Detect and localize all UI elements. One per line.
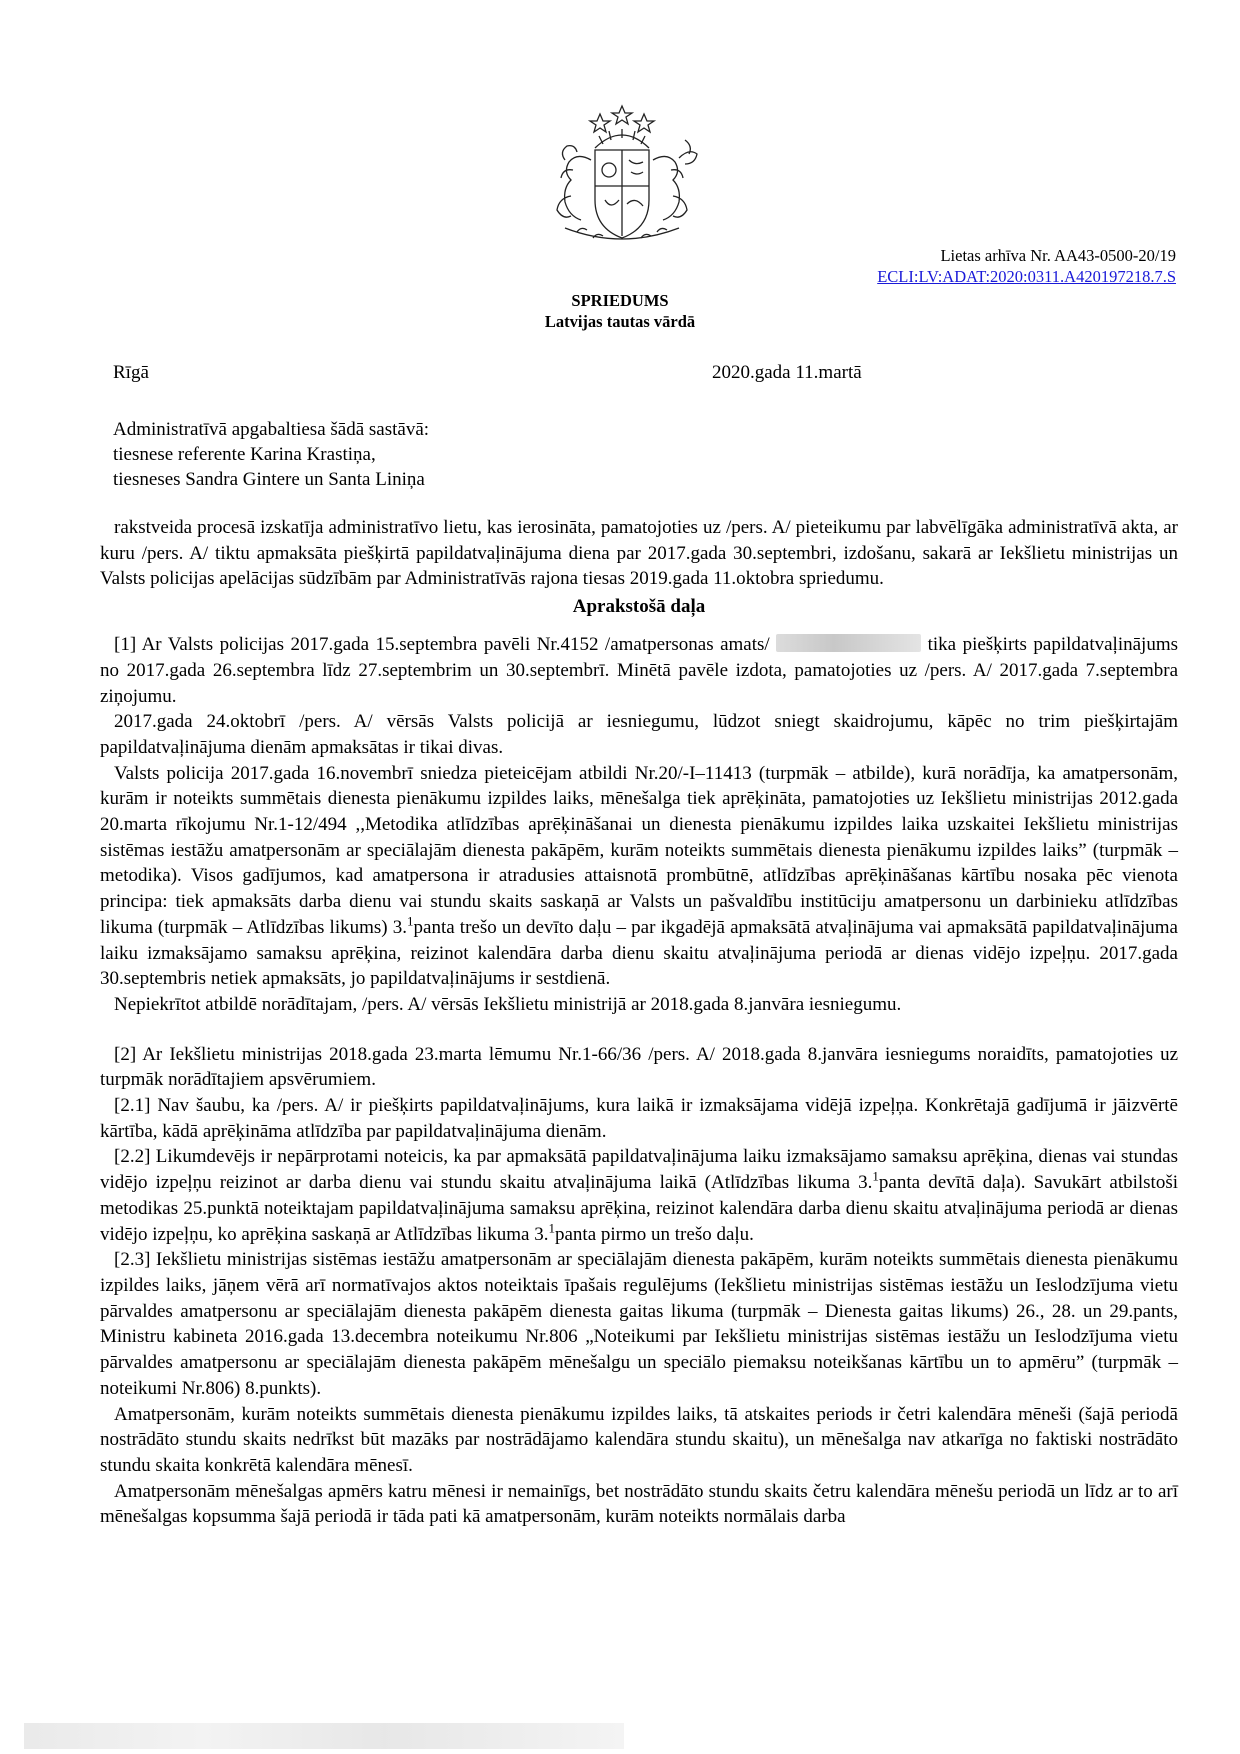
paragraph-7 [100, 1144, 1178, 1247]
text-run: [1] Ar Valsts policijas 2017.gada 15.septembra pavēli Nr.4152 /amatpersonas amats/ [114, 634, 770, 656]
ecli-link[interactable]: ECLI:LV:ADAT:2020:0311.A420197218.7.S [877, 267, 1176, 286]
superscript: 1 [548, 1220, 555, 1236]
paragraph-10: Amatpersonām mēnešalgas apmērs katru mēnesi ir nemainīgs, bet nostrādāto stundu skaits četru kalendāra mēnešu periodā un līdz ar to arī mēnešalgas kopsumma šajā periodā ir tāda pati kā amatpersonām, kurām noteikts normālais darba [100, 1480, 1178, 1528]
text-run: panta pirmo un trešo daļu. [555, 1223, 754, 1245]
text-run: panta trešo un devīto daļu – par ikgadējā apmaksātā atvaļinājuma vai apmaksātā papildatvaļinājuma laiku izmaksājamo samaksu aprēķina, reizinot kalendāra darba dienu skaitu atvaļinājuma periodā ar dienas vidējo izpeļņu. 2017.gada 30.septembris netiek apmaksāts, jo papildatvaļinājums ir sestdienā. [100, 916, 1178, 990]
redaction-block [776, 634, 921, 652]
paragraph-9: Amatpersonām, kurām noteikts summētais dienesta pienākumu izpildes laiks, tā atskaites periods ir četri kalendāra mēneši (šajā periodā nostrādāto stundu skaits nedrīkst būt mazāks par nostrādājamo kalendāra stundu skaitu), un mēnešalga nav atkarīga no faktiski nostrādāto stundu skaita konkrētā kalendāra mēnesī. [100, 1403, 1178, 1476]
composition-line: tiesneses Sandra Gintere un Santa Liniņa [113, 469, 425, 490]
text-run: [2.2] Likumdevējs ir nepārprotami noteicis, ka par apmaksātā papildatvaļinājuma laiku izmaksājamo samaksu aprēķina, dienas vai stundas vidējo izpeļņu reizinot ar darba dienu vai stundu skaitu atvaļinājuma laikā (Atlīdzības likuma 3. [100, 1146, 1178, 1194]
coat-of-arms-emblem [525, 100, 720, 250]
superscript: 1 [407, 913, 414, 929]
paragraph-gap [100, 1018, 1178, 1042]
intro-paragraph: rakstveida procesā izskatīja administratīvo lietu, kas ierosināta, pamatojoties uz /pers. A/ pieteikumu par labvēlīgāka administratīvā akta, ar kuru /pers. A/ tiktu apmaksāta piešķirtā papildatvaļinājuma diena par 2017.gada 30.septembri, izdošanu, sakarā ar Iekšlietu ministrijas un Valsts policijas apelācijas sūdzībām par Administratīvās rajona tiesas 2019.gada 11.oktobra spriedumu. [100, 517, 1178, 590]
title-sub: Latvijas tautas vārdā [544, 312, 696, 331]
paragraph-6: [2.1] Nav šaubu, ka /pers. A/ ir piešķirts papildatvaļinājums, kura laikā ir izmaksājama vidējā izpeļņa. Konkrētajā gadījumā ir jāizvērtē kārtība, kādā aprēķināma atlīdzība par papildatvaļinājuma dienām. [100, 1095, 1178, 1142]
judgment-body [100, 515, 1178, 1530]
title-main: SPRIEDUMS [571, 291, 669, 310]
section-heading: Aprakstošā daļa [572, 596, 706, 618]
blurred-footer [24, 1723, 624, 1749]
date: 2020.gada 11.martā [712, 362, 862, 383]
superscript: 1 [872, 1168, 879, 1184]
paragraph-1 [100, 632, 1178, 709]
archive-number: Lietas arhīva Nr. AA43-0500-20/19 [940, 246, 1176, 265]
paragraph-5: [2] Ar Iekšlietu ministrijas 2018.gada 23.marta lēmumu Nr.1-66/36 /pers. A/ 2018.gada 8.janvāra iesniegums noraidīts, pamatojoties uz turpmāk norādītajiem apsvērumiem. [100, 1043, 1178, 1091]
paragraph-4: Nepiekrītot atbildē norādītajam, /pers. A/ vērsās Iekšlietu ministrijā ar 2018.gada 8.janvāra iesniegumu. [114, 993, 902, 1015]
paragraph-3 [100, 761, 1178, 992]
paragraph-2: 2017.gada 24.oktobrī /pers. A/ vērsās Valsts policijā ar iesniegumu, lūdzot sniegt skaidrojumu, kāpēc no trim piešķirtajām papildatvaļinājuma dienām apmaksātas ir tikai divas. [100, 711, 1178, 758]
place: Rīgā [113, 362, 149, 383]
court-composition [113, 417, 429, 492]
case-meta [877, 245, 1176, 287]
text-run: tika piešķirts papildatvaļinājums no 2017.gada 26.septembra līdz 27.septembrim un 30.septembrī. Minētā pavēle izdota, pamatojoties uz /pers. A/ 2017.gada 7.septembra ziņojumu. [100, 634, 1178, 707]
paragraph-8: [2.3] Iekšlietu ministrijas sistēmas iestāžu amatpersonām ar speciālajām dienesta pakāpēm, kurām noteikts summētais dienesta pienākumu izpildes laiks, jāņem vērā arī normatīvajos aktos noteiktais īpašais regulējums (Iekšlietu ministrijas sistēmas iestāžu un Ieslodzījuma vietu pārvaldes amatpersonu ar speciālajām dienesta pakāpēm dienesta gaitas likuma (turpmāk – Dienesta gaitas likums) 26., 28. un 29.pants, Ministru kabineta 2016.gada 13.decembra noteikumu Nr.806 „Noteikumi par Iekšlietu ministrijas sistēmas iestāžu un Ieslodzījuma vietu pārvaldes amatpersonu ar speciālajām dienesta pakāpēm mēnešalgu un speciālo piemaksu noteikšanas kārtību un to apmēru” (turpmāk – noteikumi Nr.806) 8.punkts). [100, 1249, 1178, 1399]
judgment-title [0, 290, 1240, 332]
text-run: Valsts policija 2017.gada 16.novembrī sniedza pieteicējam atbildi Nr.20/-I–11413 (turpmāk – atbilde), kurā norādīja, ka amatpersonām, kurām ir noteikts summētais dienesta pienākumu izpildes laiks, mēnešalga tiek aprēķināta, pamatojoties uz Iekšlietu ministrijas 2012.gada 20.marta rīkojumu Nr.1-12/494 ,,Metodika atlīdzības aprēķināšanai un dienesta pienākumu izpildes laika uzskaitei Iekšlietu ministrijas sistēmas iestāžu amatpersonām ar speciālajām dienesta pakāpēm, kurām noteikts summētais dienesta pienākumu izpildes laiks” (turpmāk – metodika). Visos gadījumos, kad amatpersona ir atradusies attaisnotā prombūtnē, atlīdzības aprēķināšanas kārtību nosaka pēc vienota principa: tiek apmaksāts darba dienu vai stundu skaits saskaņā ar Valsts un pašvaldību institūciju amatpersonu un darbinieku atlīdzības likuma (turpmāk – Atlīdzības likums) 3. [100, 762, 1178, 938]
text-run: panta devītā daļa). Savukārt atbilstoši metodikas 25.punktā noteiktajam papildatvaļinājuma samaksu aprēķina, reizinot kalendāra darba dienu skaitu atvaļinājuma periodā ar dienas vidējo izpeļņu, ko aprēķina saskaņā ar Atlīdzības likuma 3. [100, 1172, 1178, 1245]
composition-line: tiesnese referente Karina Krastiņa, [113, 444, 376, 465]
composition-line: Administratīvā apgabaltiesa šādā sastāvā: [113, 419, 430, 440]
